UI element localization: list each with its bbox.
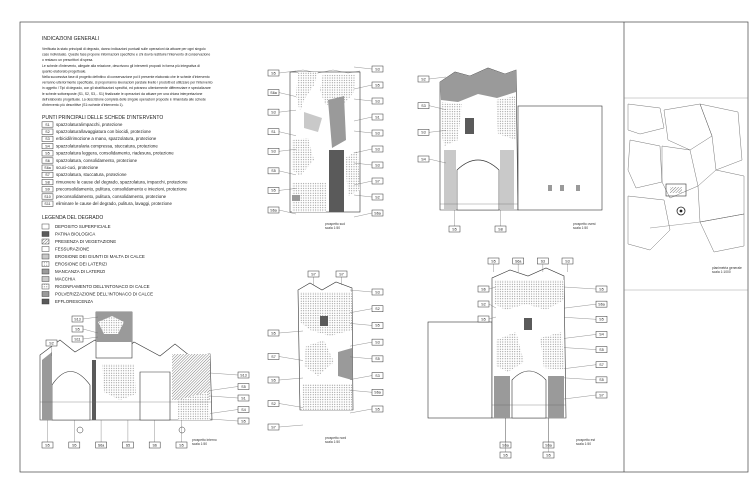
tag-label: S6	[152, 443, 157, 448]
intervention-code: S9	[45, 187, 50, 192]
degradation-area	[494, 376, 510, 418]
tag-label: S3	[375, 67, 380, 72]
tag-label: S7	[375, 179, 380, 184]
legend-label: MACCHIA	[55, 276, 76, 282]
intervention-tag	[210, 384, 249, 391]
tag-label: S3	[271, 110, 276, 115]
intervention-item	[42, 194, 167, 199]
tag-leader	[429, 77, 446, 79]
degradation-area	[465, 118, 474, 134]
legend-label: EROSIONE DEI GIUNTI DI MALTA DI CALCE	[55, 254, 145, 259]
intervention-tag	[500, 418, 511, 458]
degradation-area	[496, 96, 516, 140]
intervention-tag	[495, 210, 506, 232]
legend-label: EFFLORESCENZA	[55, 299, 94, 304]
intervention-code: S2	[45, 130, 50, 134]
tag-label: S2	[375, 195, 380, 200]
legend-label: POLVERIZZAZIONE DELL'INTONACO DI CALCE	[55, 291, 154, 297]
tag-leader	[350, 323, 372, 325]
degradation-area	[329, 150, 344, 212]
legend-item	[42, 254, 145, 259]
degradation-area	[540, 332, 564, 370]
legend-swatch	[42, 254, 49, 259]
tag-label: S5	[271, 169, 276, 174]
notes-line: in oggetto / Tipi di degrado, con gli stratificazioni specifici, ed potranno ulteriormente differenziare e specializzare	[42, 86, 211, 91]
tag-label: S13	[74, 317, 81, 322]
degradation-area	[320, 316, 328, 326]
notes-line: dell'elaborato progettuale. La descrizione completa delle singole operazioni proposte è rimandata alle schede	[42, 97, 206, 102]
site-plan-courtyard-fill	[670, 187, 682, 193]
site-plan-location-marker	[680, 210, 683, 213]
tag-label: S6a	[270, 208, 277, 213]
degradation-area	[548, 185, 552, 191]
tag-leader	[564, 378, 596, 380]
degradation-area	[524, 318, 532, 330]
tag-label: S1	[241, 396, 246, 401]
tag-leader	[210, 396, 238, 398]
intervention-tag	[210, 418, 249, 424]
legend-item	[42, 232, 95, 237]
degradation-area	[500, 150, 514, 210]
legend-label: PRESENZA DI VEGETAZIONE	[55, 239, 117, 244]
elevation-interior	[40, 312, 249, 448]
west-arch-opening	[457, 160, 499, 210]
tag-label: S3	[375, 163, 380, 168]
intervention-text: spazzolatura/aria compressa, stuccatura, protezione	[56, 143, 158, 149]
degradation-area	[292, 195, 300, 201]
intervention-tag	[350, 356, 383, 362]
tag-label: S5	[452, 227, 457, 232]
intervention-tag	[350, 373, 383, 380]
tag-leader	[350, 290, 372, 292]
tag-label: S3	[375, 290, 380, 295]
tag-leader	[350, 357, 372, 359]
degradation-area	[560, 185, 564, 191]
intervention-code: S6	[45, 158, 50, 163]
tag-label: S5	[271, 188, 276, 193]
degradation-area	[338, 348, 352, 380]
degradation-area	[92, 360, 96, 420]
site-plan-road	[650, 222, 700, 228]
tag-leader	[564, 395, 596, 399]
site-plan-block	[628, 140, 662, 188]
tag-label: S5	[599, 317, 604, 322]
tag-label: S3	[375, 340, 380, 345]
intervention-tag	[210, 407, 249, 414]
legend-swatch	[42, 292, 49, 297]
notes-title: INDICAZIONI GENERALI	[42, 36, 99, 42]
intervention-tag	[564, 347, 607, 353]
degradation-area	[42, 352, 52, 420]
intervention-tag	[350, 406, 383, 413]
intervention-item	[42, 165, 99, 170]
legend-swatch	[42, 232, 49, 237]
notes-line: Verificata la stato principali di degrado, danno indicazioni puntuali sulle operazioni da attuare per ogni singolo	[42, 47, 206, 51]
intervention-tag	[513, 258, 524, 272]
intervention-tag	[42, 420, 53, 448]
intervention-tag	[69, 420, 80, 448]
tag-label: S5	[375, 323, 380, 328]
elevation-south	[268, 66, 383, 230]
legend-label: FESSURAZIONE	[55, 246, 90, 252]
intervention-code: S6a	[44, 166, 51, 170]
degradation-area	[576, 185, 580, 191]
intervention-text: rimuovere le cause del degrado, spazzolatura, impacchi, protezione	[56, 179, 188, 185]
tag-label: S5	[599, 347, 604, 352]
intervention-item	[42, 187, 187, 192]
tag-label: S6a	[502, 443, 509, 448]
east-scale: scala 1:50	[576, 442, 592, 446]
tag-leader	[279, 404, 303, 408]
intervention-code: S4	[45, 144, 50, 149]
tag-leader	[210, 410, 238, 414]
legend-title: LEGENDA DEL DEGRADO	[42, 215, 104, 221]
tag-label: S5	[481, 317, 486, 322]
legend-item	[42, 299, 93, 304]
west-caption: prospetto ovest	[573, 222, 596, 226]
tag-label: S3	[421, 130, 426, 135]
tag-label: S6a	[514, 259, 522, 264]
intervention-list	[42, 115, 188, 206]
west-annex-outline	[518, 106, 602, 210]
tag-label: S6	[481, 287, 486, 292]
intervention-tag	[562, 258, 573, 272]
degradation-area	[302, 384, 352, 410]
tag-label: S8	[498, 227, 503, 232]
intervention-text: erbicidi/rimozione a mano, spazzolatura, protezione	[56, 136, 157, 142]
tag-leader	[210, 373, 238, 375]
legend-item	[42, 224, 111, 229]
degradation-legend	[42, 215, 153, 304]
tag-label: S6a	[598, 302, 605, 307]
tag-leader	[564, 365, 596, 369]
tag-label: S5	[75, 327, 80, 332]
tag-label: S3	[271, 149, 276, 154]
intervention-tag	[268, 330, 303, 336]
tag-label: S7	[599, 393, 604, 398]
legend-item	[42, 284, 150, 289]
intervention-tag	[149, 420, 160, 448]
tag-label: S6a	[97, 443, 105, 448]
intervention-text: spazzolatura/impacchi, protezione	[56, 121, 123, 127]
intervention-tag	[210, 372, 249, 378]
tag-label: S1	[375, 115, 380, 120]
legend-item	[42, 239, 116, 244]
intervention-item	[42, 172, 127, 177]
degradation-area	[444, 150, 456, 210]
interior-footing	[179, 427, 185, 433]
tag-label: S5	[45, 443, 50, 448]
tag-label: S7	[339, 272, 344, 277]
tag-label: S7	[271, 354, 276, 359]
east-annex-outline	[428, 322, 492, 418]
south-caption: prospetto sud	[325, 222, 345, 226]
intervention-item	[42, 179, 188, 184]
tag-label: S6a	[270, 90, 277, 95]
intervention-tag	[72, 326, 98, 333]
tag-leader	[350, 390, 372, 392]
legend-label: RIGONFIAMENTO DELL'INTONACO DI CALCE	[55, 284, 150, 289]
legend-swatch	[42, 299, 49, 304]
legend-label: MANCANZA DI LATERIZI	[55, 269, 106, 274]
tag-label: S13	[240, 373, 247, 378]
degradation-area	[548, 376, 564, 418]
intervention-text: preconsolidamento, pulitura, consolidamento, protezione	[56, 193, 167, 199]
elevation-east	[428, 258, 607, 458]
legend-item	[42, 292, 153, 297]
tag-label: S5	[72, 443, 77, 448]
tag-leader	[350, 409, 372, 413]
tag-label: S5	[271, 378, 276, 383]
intervention-code: S1	[45, 122, 50, 127]
intervention-item	[42, 129, 152, 134]
interior-caption: prospetto interno	[192, 438, 217, 442]
tag-label: S5	[125, 443, 131, 448]
intervention-tag	[210, 395, 249, 401]
tag-label: S7	[599, 363, 604, 368]
intervention-code: S11	[44, 202, 51, 206]
east-arch-opening	[512, 371, 546, 418]
tag-label: S7	[271, 425, 276, 430]
intervention-tag	[449, 210, 460, 232]
intervention-tag	[564, 301, 607, 308]
tag-label: S7	[311, 272, 316, 277]
general-notes	[42, 36, 213, 107]
tag-label: S3	[375, 99, 380, 104]
tag-leader	[350, 376, 372, 380]
intervention-tag	[564, 331, 607, 338]
notes-line: verranno ulteriormente specificate, si proporranno lavorazioni parziale livello / prodotti ed utilizzare per l'intervento	[42, 80, 213, 85]
intervention-item	[42, 143, 158, 148]
intervention-text: spazzolatura leggera, consolidamento, riadesura, protezione	[56, 150, 174, 156]
tag-label: S3	[565, 259, 570, 264]
tag-label: S5	[241, 384, 246, 389]
tag-leader	[564, 348, 596, 350]
intervention-tag	[268, 424, 303, 430]
intervention-tag	[543, 418, 554, 458]
intervention-text: spazzolatura, stuccatura, protezione	[56, 172, 127, 178]
site-plan-block	[628, 196, 670, 250]
tag-label: S5	[271, 331, 276, 336]
intervention-text: spazzolatura/lavaggiatura con biocidi, protezione	[56, 129, 151, 134]
intervention-text: scuci-cuci, protezione	[56, 165, 99, 170]
tag-label: S5	[241, 419, 246, 424]
intervention-item	[42, 158, 138, 163]
intervention-item	[42, 201, 172, 206]
tag-label: S5	[375, 83, 380, 88]
intervention-text: eliminare le cause del degrado, pulitura, lavaggi, protezione	[56, 201, 172, 206]
notes-line: caso individuato. Queste fase propone informazioni specifiche e chi dovrà restituire l'intervento di conservazione	[42, 52, 211, 57]
intervention-item	[42, 151, 174, 156]
legend-label: EROSIONE DEI LATERIZI	[55, 261, 107, 267]
east-caption: prospetto est	[576, 438, 596, 442]
intervention-code: S3	[45, 137, 50, 142]
site-plan-caption: planimetria generale	[712, 266, 742, 270]
interior-arch	[52, 372, 90, 421]
intervention-text: spazzolatura, consolidamento, protezione	[56, 157, 138, 163]
intervention-code: S5	[45, 151, 50, 156]
legend-label: DEPOSITO SUPERFICIALE	[55, 224, 111, 229]
tag-leader	[564, 287, 596, 289]
intervention-tag	[564, 362, 607, 369]
notes-line: d'intervento più descrittive (S1=schede d'intervento 1).	[42, 103, 124, 107]
tag-label: S2	[49, 341, 54, 346]
intervention-tag	[96, 420, 107, 448]
legend-label: PATINA BIOLOGICA	[55, 231, 96, 237]
tag-label: S11	[74, 337, 81, 342]
interior-scale: scala 1:50	[192, 442, 208, 446]
tag-label: S5	[375, 407, 380, 412]
intervention-tag	[564, 286, 607, 292]
intervention-item	[42, 136, 157, 141]
site-plan-scale: scala 1:1000	[712, 270, 731, 274]
tag-label: S5	[375, 357, 380, 362]
west-scale: scala 1:50	[573, 226, 589, 230]
intervention-tag	[176, 420, 187, 448]
legend-item	[42, 269, 105, 274]
notes-line: quanto elaborato progettuale.	[42, 69, 87, 74]
tag-label: S3	[421, 103, 426, 108]
north-caption: prospetto nord	[325, 436, 347, 440]
tag-label: S6a	[545, 443, 552, 448]
intervention-code: S8	[45, 180, 50, 185]
intervention-code: S7	[45, 173, 50, 178]
elevation-west	[418, 68, 602, 232]
site-plan-block	[700, 104, 742, 170]
tag-label: S5	[491, 259, 496, 264]
legend-item	[42, 247, 89, 252]
notes-line: Nella successiva fase di progetto definitivo di conservazione poi il presente elaborato che le schede d'intervento	[42, 75, 210, 79]
legend-swatch	[42, 262, 49, 267]
site-plan-block	[628, 104, 664, 134]
site-plan-block	[698, 170, 744, 222]
tag-label: S2	[375, 307, 380, 312]
intervention-tag	[564, 392, 607, 399]
south-scale: scala 1:50	[325, 226, 341, 230]
tag-label: S6a	[374, 390, 381, 395]
tag-leader	[354, 213, 372, 217]
tag-label: S1	[271, 130, 276, 135]
intervention-code: S10	[44, 194, 51, 199]
elevation-north	[268, 271, 383, 444]
tag-label: S3	[375, 131, 380, 136]
intervention-tag	[350, 289, 383, 295]
tag-leader	[564, 304, 596, 308]
intervention-tag	[488, 258, 499, 272]
tag-label: S4	[241, 407, 246, 412]
site-plan-block	[664, 104, 712, 150]
tag-leader	[350, 342, 372, 346]
tag-label: S5	[271, 71, 276, 76]
tag-label: S3	[375, 373, 380, 378]
tag-label: S2	[481, 302, 486, 307]
legend-swatch	[42, 269, 49, 274]
tag-label: S2	[421, 77, 426, 82]
intervention-tag	[268, 354, 303, 361]
legend-item	[42, 277, 75, 282]
tag-label: S4	[421, 157, 426, 162]
tag-label: S4	[599, 332, 604, 337]
interventions-title: PUNTI PRINCIPALI DELLE SCHEDE D'INTERVENTO	[42, 115, 164, 121]
intervention-tag	[350, 339, 383, 346]
tag-label: S2	[271, 401, 276, 406]
intervention-item	[42, 122, 123, 127]
tag-leader	[350, 309, 372, 313]
tag-label: S6a	[374, 211, 381, 216]
site-plan	[628, 104, 744, 274]
intervention-tag	[350, 389, 383, 395]
tag-label: S3	[375, 147, 380, 152]
notes-line: Le schede d'intervento, allegate alla relazione, descrivono gli interventi proposti in forma più integrativa di	[42, 63, 200, 68]
tag-leader	[354, 67, 372, 69]
notes-line: o restauro un prescrittori di spesa.	[42, 58, 94, 63]
site-plan-block	[700, 214, 744, 252]
legend-item	[42, 262, 107, 267]
intervention-tag	[268, 401, 303, 408]
intervention-tag	[350, 306, 383, 313]
legend-swatch	[42, 277, 49, 282]
legend-swatch	[42, 247, 49, 252]
tag-leader	[564, 317, 596, 319]
intervention-text: preconsolidamento, pulitura, consolidamento e iniezioni, protezione	[56, 186, 187, 192]
intervention-tag	[350, 322, 383, 328]
interior-doorway	[140, 372, 170, 420]
intervention-tag	[564, 377, 607, 383]
tag-label: S5	[179, 443, 184, 448]
intervention-tag	[122, 420, 133, 448]
intervention-tag	[72, 316, 98, 322]
tag-leader	[210, 419, 238, 421]
tag-label: S5	[503, 453, 508, 458]
interior-footing	[77, 427, 83, 433]
intervention-tag	[268, 377, 303, 383]
tag-leader	[279, 425, 303, 427]
intervention-tag	[564, 316, 607, 322]
notes-line: le schede sottoesposte (S1, S2, S3,.. S1) finalizzate le operazioni da attuare per una chiara interpretazione	[42, 91, 203, 96]
legend-swatch	[42, 284, 49, 289]
legend-swatch	[42, 239, 49, 244]
tag-label: S5	[546, 453, 551, 458]
tag-label: S5	[599, 287, 604, 292]
tag-leader	[210, 387, 238, 391]
tag-label: S5	[599, 378, 604, 383]
tag-leader	[564, 334, 596, 338]
legend-swatch	[42, 224, 49, 229]
tag-label: S3	[540, 259, 546, 264]
north-scale: scala 1:50	[325, 440, 341, 444]
